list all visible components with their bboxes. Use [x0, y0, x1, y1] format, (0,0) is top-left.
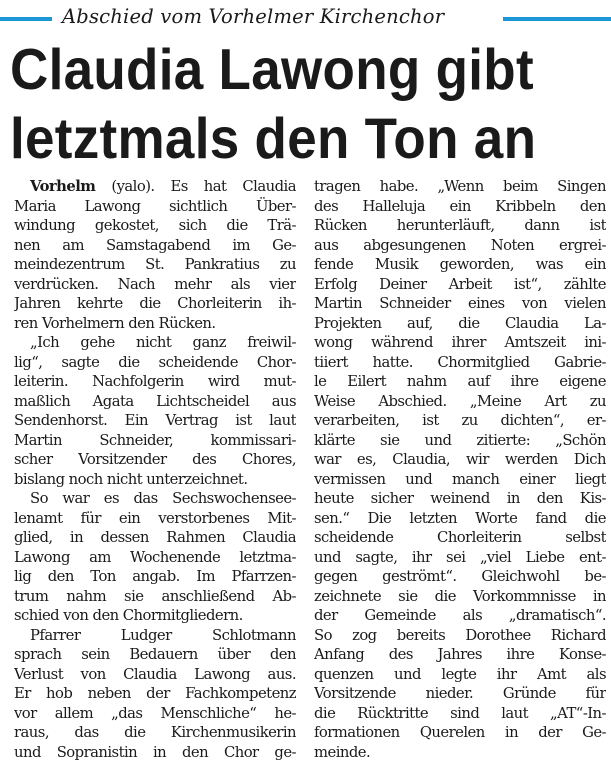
article-line: Er hob neben der Fachkompetenz — [14, 685, 296, 702]
headline-line-1: Claudia Lawong gibt — [10, 38, 534, 102]
article-line: scher Vorsitzender des Chores, — [14, 451, 296, 468]
article-line: tiiert hatte. Chormitglied Gabrie- — [314, 353, 606, 371]
article-line: und sagte, ihr sei „viel Liebe ent- — [314, 548, 606, 566]
article-line: lig den Ton angab. Im Pfarrzen- — [14, 568, 296, 585]
article-line: sprach sein Bedauern über den — [14, 646, 296, 663]
article-line: Weise Abschied. „Meine Art zu — [314, 392, 606, 410]
article-line: sen.“ Die letzten Worte fand die — [314, 509, 606, 527]
article-line: Projekten auf, die Claudia La- — [314, 314, 606, 332]
article-column-2 — [314, 177, 606, 762]
article-line: die Rücktritte sind laut „AT“-In- — [314, 704, 606, 722]
kicker-rule-left — [0, 17, 52, 21]
article-line: vermissen und manch einer liegt — [314, 470, 606, 488]
article-line: tragen habe. „Wenn beim Singen — [314, 178, 606, 195]
article-line: und Sopranistin in den Chor ge- — [14, 743, 296, 761]
kicker-rule-right — [503, 17, 611, 21]
article-line: heute sicher weinend in den Kis- — [314, 490, 606, 507]
headline-line-2: letztmals den Ton an — [10, 107, 537, 171]
article-line: quenzen und legte ihr Amt als — [314, 665, 606, 683]
article-line: vor allem „das Menschliche“ he- — [14, 704, 296, 722]
article-line: So zog bereits Dorothee Richard — [314, 626, 606, 644]
article-line: aus abgesungenen Noten ergrei- — [314, 236, 606, 254]
article-line: trum nahm sie anschließend Ab- — [14, 587, 296, 605]
article-line: leiterin. Nachfolgerin wird mut- — [14, 373, 296, 390]
article-line: ren Vorhelmern den Rücken. — [14, 314, 216, 332]
article-line: klärte sie und zitierte: „Schön — [314, 431, 606, 449]
article-line: Rücken herunterläuft, dann ist — [314, 217, 606, 234]
article-line: meinde. — [314, 743, 371, 761]
article-line: meindezentrum St. Pankratius zu — [14, 256, 296, 273]
article-line: formationen Querelen in der Ge- — [314, 724, 606, 741]
article-line: Verlust von Claudia Lawong aus. — [14, 665, 296, 683]
article-line: der Gemeinde als „dramatisch“. — [314, 607, 606, 624]
article-line: Erfolg Deiner Arbeit ist“, zählte — [314, 275, 606, 293]
article-line: verarbeiten, ist zu dichten“, er- — [314, 412, 606, 429]
article-line: Maria Lawong sichtlich Über- — [14, 197, 296, 215]
article-line: fende Musik geworden, was ein — [314, 256, 606, 273]
article-line: verdrücken. Nach mehr als vier — [14, 275, 296, 293]
article-line: nen am Samstagabend im Ge- — [14, 236, 296, 254]
article-line: scheidende Chorleiterin selbst — [314, 529, 606, 546]
article-line: gegen geströmt“. Gleichwohl be- — [314, 568, 606, 585]
article-line: bislang noch nicht unterzeichnet. — [14, 470, 248, 488]
article-line: lig“, sagte die scheidende Chor- — [14, 353, 296, 371]
article-line: Lawong am Wochenende letztma- — [14, 548, 296, 566]
article-line: schied von den Chormitgliedern. — [14, 607, 243, 624]
article-line: maßlich Agata Lichtscheidel aus — [14, 392, 296, 410]
article-line: Vorhelm (yalo). Es hat Claudia — [30, 178, 296, 195]
article-line: des Halleluja ein Kribbeln den — [314, 197, 606, 215]
article-line: Pfarrer Ludger Schlotmann — [30, 626, 296, 644]
article-line: glied, in dessen Rahmen Claudia — [14, 529, 296, 546]
article-line: Martin Schneider eines von vielen — [314, 295, 606, 312]
article-line: lenamt für ein verstorbenes Mit- — [14, 509, 296, 527]
article-line: le Eilert nahm auf ihre eigene — [314, 373, 606, 390]
article-line: raus, das die Kirchenmusikerin — [14, 724, 296, 741]
article-line: So war es das Sechswochensee- — [30, 490, 296, 507]
headline — [10, 36, 605, 174]
dateline: Vorhelm — [30, 178, 96, 195]
article-line: Jahren kehrte die Chorleiterin ih- — [14, 295, 296, 312]
article-column-1 — [14, 177, 296, 762]
article-line: Anfang des Jahres ihre Konse- — [314, 646, 606, 663]
article-line: Sendenhorst. Ein Vertrag ist laut — [14, 412, 296, 429]
article-line: wong während ihrer Amtszeit ini- — [314, 334, 606, 351]
article-line: zeichnete sie die Vorkommnisse in — [314, 587, 606, 605]
article-line: Vorsitzende nieder. Gründe für — [314, 685, 606, 702]
article-line: war es, Claudia, wir werden Dich — [314, 451, 606, 468]
kicker: Abschied vom Vorhelmer Kirchenchor — [62, 5, 445, 28]
article-line: Martin Schneider, kommissari- — [14, 431, 296, 449]
article-line: windung gekostet, sich die Trä- — [14, 217, 296, 234]
article-line: „Ich gehe nicht ganz freiwil- — [30, 334, 296, 351]
kicker-row — [0, 4, 611, 30]
